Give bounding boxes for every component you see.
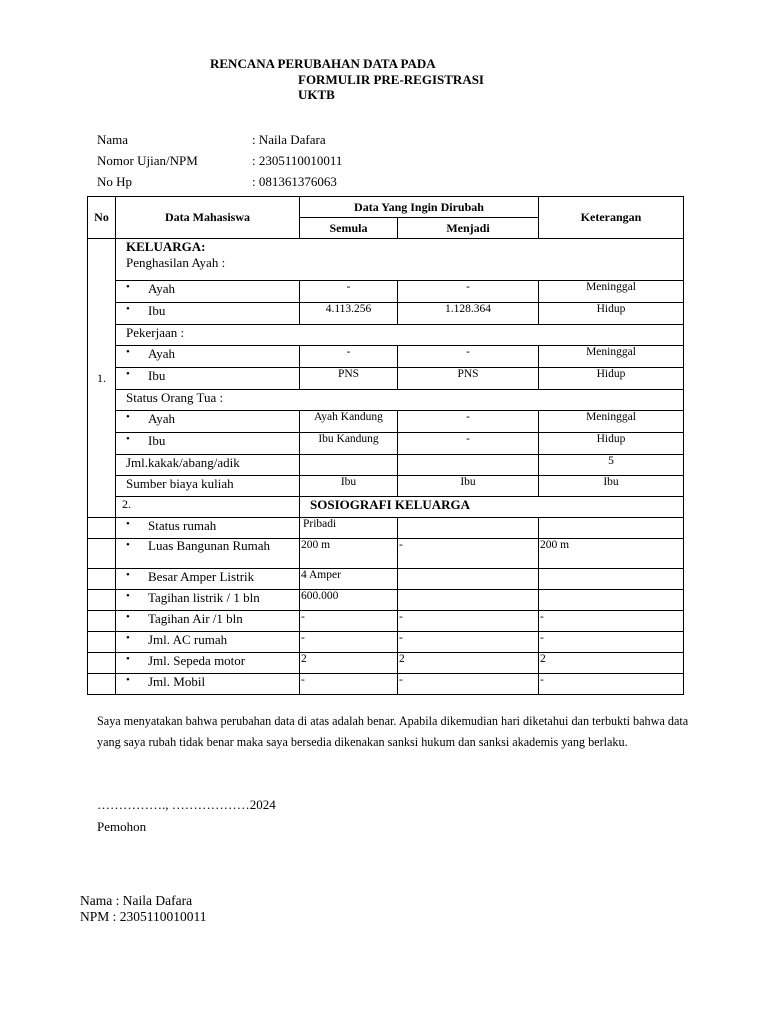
semula-cell: 600.000 — [300, 590, 398, 611]
row-label: Ayah — [148, 411, 175, 426]
keterangan-cell: Hidup — [539, 433, 684, 455]
header-data-yang-ingin-dirubah: Data Yang Ingin Dirubah — [300, 197, 539, 218]
table-row — [88, 368, 684, 390]
document-title-line2: FORMULIR PRE-REGISTRASI — [298, 72, 484, 87]
row-label: Jml. Mobil — [148, 674, 206, 689]
keterangan-cell: Meninggal — [539, 346, 684, 368]
row-label-cell — [116, 411, 300, 433]
menjadi-cell: Ibu — [398, 476, 539, 497]
keterangan-cell: 2 — [539, 653, 684, 674]
jml-kakak-label: Jml.kakak/abang/adik — [116, 455, 300, 476]
table-row — [88, 476, 684, 497]
number-cell — [88, 653, 116, 674]
keterangan-cell: Meninggal — [539, 411, 684, 433]
menjadi-cell: - — [398, 632, 539, 653]
keterangan-cell — [539, 590, 684, 611]
table-row — [88, 611, 684, 632]
applicant-label: Pemohon — [97, 819, 147, 834]
table-row — [88, 303, 684, 325]
identity-value: : 081361376063 — [252, 174, 337, 189]
table-row — [88, 281, 684, 303]
header-semula: Semula — [300, 218, 398, 239]
bullet-icon: • — [126, 611, 130, 623]
table-row — [88, 590, 684, 611]
bullet-icon: • — [126, 653, 130, 665]
header-keterangan: Keterangan — [539, 197, 684, 239]
semula-cell: Ibu Kandung — [300, 433, 398, 455]
status-orang-tua-label: Status Orang Tua : — [116, 390, 684, 411]
bullet-icon: • — [126, 539, 130, 551]
table-row — [88, 433, 684, 455]
table-row — [88, 632, 684, 653]
semula-cell: - — [300, 674, 398, 695]
row-label: Ayah — [148, 281, 175, 296]
semula-cell: 2 — [300, 653, 398, 674]
change-data-table — [87, 196, 684, 695]
semula-cell: 200 m — [300, 539, 398, 569]
menjadi-cell — [398, 569, 539, 590]
menjadi-cell — [398, 518, 539, 539]
keterangan-cell: Meninggal — [539, 281, 684, 303]
table-row — [88, 518, 684, 539]
signature-npm: NPM : 2305110010011 — [80, 909, 207, 924]
keterangan-cell: - — [539, 611, 684, 632]
section-number: 2. — [116, 497, 300, 518]
keterangan-cell — [539, 518, 684, 539]
semula-cell — [300, 455, 398, 476]
bullet-icon: • — [126, 433, 130, 445]
row-label-cell — [116, 611, 300, 632]
identity-value: : Naila Dafara — [252, 132, 326, 147]
number-cell — [88, 632, 116, 653]
row-label: Luas Bangunan Rumah — [148, 538, 271, 553]
menjadi-cell — [398, 590, 539, 611]
menjadi-cell: - — [398, 674, 539, 695]
header-data-mahasiswa: Data Mahasiswa — [116, 197, 300, 239]
row-label-cell — [116, 433, 300, 455]
header-menjadi: Menjadi — [398, 218, 539, 239]
table-row — [88, 455, 684, 476]
row-label: Ibu — [148, 303, 166, 318]
menjadi-cell: - — [398, 539, 539, 569]
identity-label: Nomor Ujian/NPM — [97, 153, 198, 168]
menjadi-cell: - — [398, 611, 539, 632]
row-label: Tagihan Air /1 bln — [148, 611, 243, 626]
semula-cell: - — [300, 281, 398, 303]
row-label: Status rumah — [148, 518, 217, 533]
row-label: Jml. AC rumah — [148, 632, 228, 647]
table-row — [88, 346, 684, 368]
identity-label: Nama — [97, 132, 129, 147]
bullet-icon: • — [126, 346, 130, 358]
identity-name-row — [97, 132, 497, 150]
keterangan-cell: Hidup — [539, 303, 684, 325]
section-title: KELUARGA: — [126, 239, 206, 254]
row-label-cell — [116, 653, 300, 674]
bullet-icon: • — [126, 590, 130, 602]
penghasilan-label: Penghasilan Ayah : — [126, 255, 226, 270]
semula-cell: PNS — [300, 368, 398, 390]
table-row — [88, 653, 684, 674]
row-label-cell — [116, 539, 300, 569]
row-label: Ibu — [148, 368, 166, 383]
signature-name: Nama : Naila Dafara — [80, 893, 193, 908]
table-row — [88, 674, 684, 695]
menjadi-cell: 2 — [398, 653, 539, 674]
menjadi-cell: - — [398, 281, 539, 303]
table-row — [88, 411, 684, 433]
keterangan-cell: 200 m — [539, 539, 684, 569]
bullet-icon: • — [126, 569, 130, 581]
menjadi-cell: PNS — [398, 368, 539, 390]
keterangan-cell: Hidup — [539, 368, 684, 390]
bullet-icon: • — [126, 368, 130, 380]
row-label-cell — [116, 518, 300, 539]
row-label-cell — [116, 674, 300, 695]
keterangan-cell: - — [539, 674, 684, 695]
document-title-line3: UKTB — [298, 87, 335, 102]
semula-cell: - — [300, 611, 398, 632]
bullet-icon: • — [126, 281, 130, 293]
section-number: 1. — [88, 239, 116, 518]
identity-label: No Hp — [97, 174, 133, 189]
sign-date-line: ……………., ………………2024 — [97, 797, 276, 812]
section-title-cell — [116, 239, 684, 281]
row-label-cell — [116, 346, 300, 368]
number-cell — [88, 518, 116, 539]
semula-cell: 4 Amper — [300, 569, 398, 590]
semula-cell: 4.113.256 — [300, 303, 398, 325]
section-title: SOSIOGRAFI KELUARGA — [300, 497, 684, 518]
row-label: Tagihan listrik / 1 bln — [148, 590, 260, 605]
row-label-cell — [116, 281, 300, 303]
menjadi-cell: - — [398, 346, 539, 368]
bullet-icon: • — [126, 303, 130, 315]
identity-phone-row — [97, 174, 497, 192]
bullet-icon: • — [126, 632, 130, 644]
row-label-cell — [116, 632, 300, 653]
row-label-cell — [116, 590, 300, 611]
declaration-statement: Saya menyatakan bahwa perubahan data di atas adalah benar. Apabila dikemudian hari diketahui dan terbukti bahwa data yang saya rubah tidak benar maka saya bersedia dikenakan sanksi hukum dan sanksi akademis yang berlaku. — [97, 714, 689, 749]
row-label-cell — [116, 303, 300, 325]
bullet-icon: • — [126, 674, 130, 686]
sumber-biaya-label: Sumber biaya kuliah — [116, 476, 300, 497]
table-row — [88, 539, 684, 569]
row-label: Ayah — [148, 346, 175, 361]
identity-npm-row — [97, 153, 497, 171]
row-label-cell — [116, 569, 300, 590]
document-title-line1: RENCANA PERUBAHAN DATA PADA — [210, 56, 436, 71]
row-label-cell — [116, 368, 300, 390]
bullet-icon: • — [126, 411, 130, 423]
keterangan-cell: - — [539, 632, 684, 653]
keterangan-cell: Ibu — [539, 476, 684, 497]
header-no: No — [88, 197, 116, 239]
semula-cell: - — [300, 632, 398, 653]
keterangan-cell: 5 — [539, 455, 684, 476]
semula-cell: Pribadi — [300, 518, 398, 539]
menjadi-cell: 1.128.364 — [398, 303, 539, 325]
menjadi-cell — [398, 455, 539, 476]
bullet-icon: • — [126, 518, 130, 530]
menjadi-cell: - — [398, 411, 539, 433]
number-cell — [88, 611, 116, 632]
row-label: Jml. Sepeda motor — [148, 653, 246, 668]
number-cell — [88, 674, 116, 695]
semula-cell: - — [300, 346, 398, 368]
pekerjaan-label: Pekerjaan : — [116, 325, 684, 346]
number-cell — [88, 569, 116, 590]
menjadi-cell: - — [398, 433, 539, 455]
table-row — [88, 569, 684, 590]
semula-cell: Ibu — [300, 476, 398, 497]
number-cell — [88, 539, 116, 569]
identity-value: : 2305110010011 — [252, 153, 343, 168]
row-label: Besar Amper Listrik — [148, 569, 255, 584]
row-label: Ibu — [148, 433, 166, 448]
number-cell — [88, 590, 116, 611]
keterangan-cell — [539, 569, 684, 590]
semula-cell: Ayah Kandung — [300, 411, 398, 433]
